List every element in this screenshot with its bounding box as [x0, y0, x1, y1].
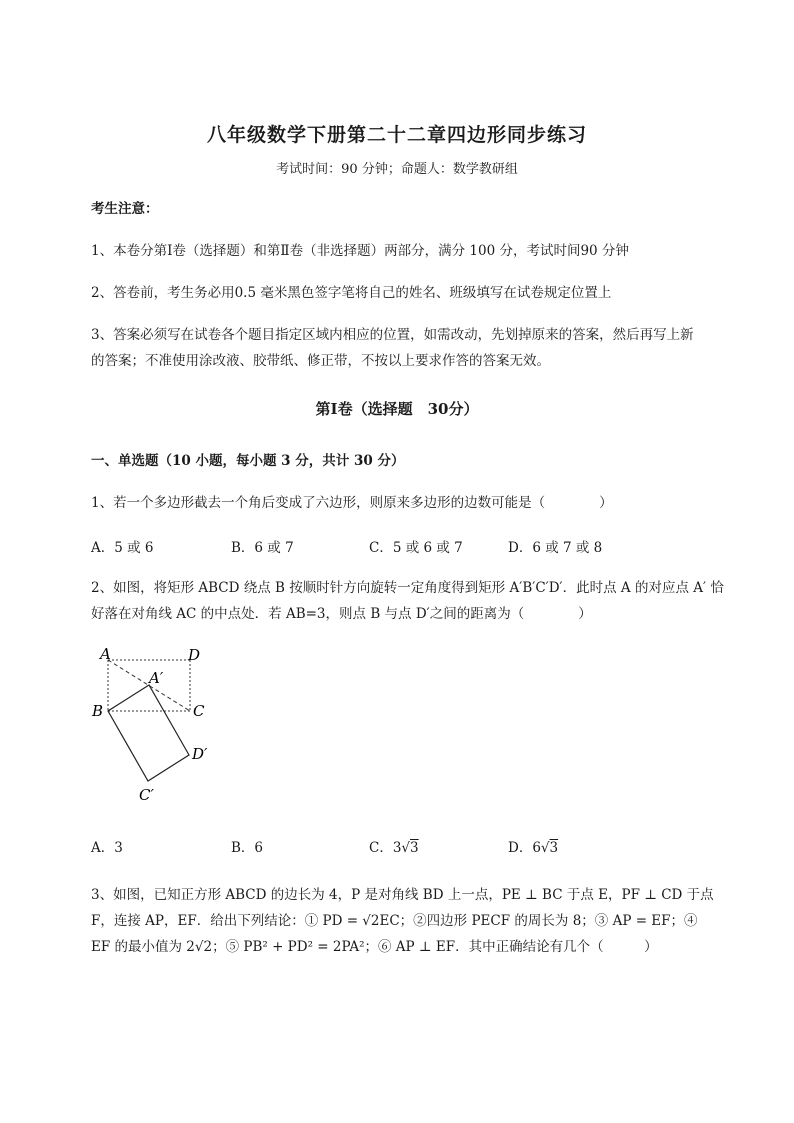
q2-option-c-radicand: 3	[410, 840, 419, 856]
part-heading: 一、单选题（10 小题，每小题 3 分，共计 30 分）	[91, 453, 405, 469]
label-a-prime: A′	[149, 669, 164, 687]
q1-option-b[interactable]: B．6 或 7	[231, 540, 294, 556]
question-2-stem-line-1: 2、如图，将矩形 ABCD 绕点 B 按顺时针方向旋转一定角度得到矩形 A′B′C′D′．此时点 A 的对应点 A′ 恰	[91, 580, 724, 596]
question-1-stem: 1、若一个多边形截去一个角后变成了六边形，则原来多边形的边数可能是（ ）	[91, 495, 613, 511]
notice-item-2: 2、答卷前，考生务必用0.5 毫米黑色签字笔将自己的姓名、班级填写在试卷规定位置上	[91, 285, 612, 301]
q2-option-d-label: D．6	[508, 840, 541, 856]
section-title: 第Ⅰ卷（选择题 30分）	[315, 400, 479, 418]
question-3-line-1: 3、如图，已知正方形 ABCD 的边长为 4，P 是对角线 BD 上一点，PE ⊥ BC 于点 E，PF ⊥ CD 于点	[91, 887, 714, 903]
question-3-line-3: EF 的最小值为 2√2；⑤ PB² + PD² = 2PA²；⑥ AP ⊥ EF．其中正确结论有几个（ ）	[91, 939, 658, 955]
q1-option-d[interactable]: D．6 或 7 或 8	[508, 540, 603, 556]
q2-option-c[interactable]	[369, 836, 419, 856]
page-subtitle: 考试时间：90 分钟；命题人：数学教研组	[276, 162, 518, 177]
rectangle-rotation-figure	[86, 640, 226, 810]
question-3-line-2: F，连接 AP，EF．给出下列结论：① PD = √2EC；②四边形 PECF 的周长为 8；③ AP = EF；④	[91, 913, 698, 929]
page-title: 八年级数学下册第二十二章四边形同步练习	[206, 124, 587, 146]
notice-item-3-line-1: 3、答案必须写在试卷各个题目指定区域内相应的位置，如需改动，先划掉原来的答案，然后再写上新	[91, 327, 694, 343]
label-c-prime: C′	[139, 786, 154, 804]
q1-option-a[interactable]: A．5 或 6	[91, 540, 154, 556]
q1-option-c[interactable]: C．5 或 6 或 7	[369, 540, 463, 556]
q2-option-b[interactable]: B．6	[231, 840, 264, 856]
q2-option-a[interactable]: A．3	[91, 840, 123, 856]
q2-option-d-radicand: 3	[549, 840, 559, 856]
question-2-stem-line-2: 好落在对角线 AC 的中点处．若 AB=3，则点 B 与点 D′之间的距离为（ ）	[91, 606, 592, 622]
label-c: C	[193, 702, 205, 720]
notice-item-1: 1、本卷分第Ⅰ卷（选择题）和第Ⅱ卷（非选择题）两部分，满分 100 分，考试时间90 分钟	[91, 243, 629, 259]
notice-heading: 考生注意：	[91, 201, 159, 217]
notice-item-3-line-2: 的答案；不准使用涂改液、胶带纸、修正带，不按以上要求作答的答案无效。	[91, 353, 550, 369]
rotated-rectangle	[108, 685, 189, 781]
label-d: D	[188, 646, 201, 664]
label-b: B	[92, 702, 104, 720]
q2-option-d[interactable]	[508, 836, 558, 856]
sqrt-sign: √	[540, 840, 550, 856]
q2-option-c-label: C．3	[369, 840, 402, 856]
sqrt-sign: √	[401, 840, 411, 856]
label-a: A	[100, 645, 111, 663]
label-d-prime: D′	[192, 745, 208, 763]
